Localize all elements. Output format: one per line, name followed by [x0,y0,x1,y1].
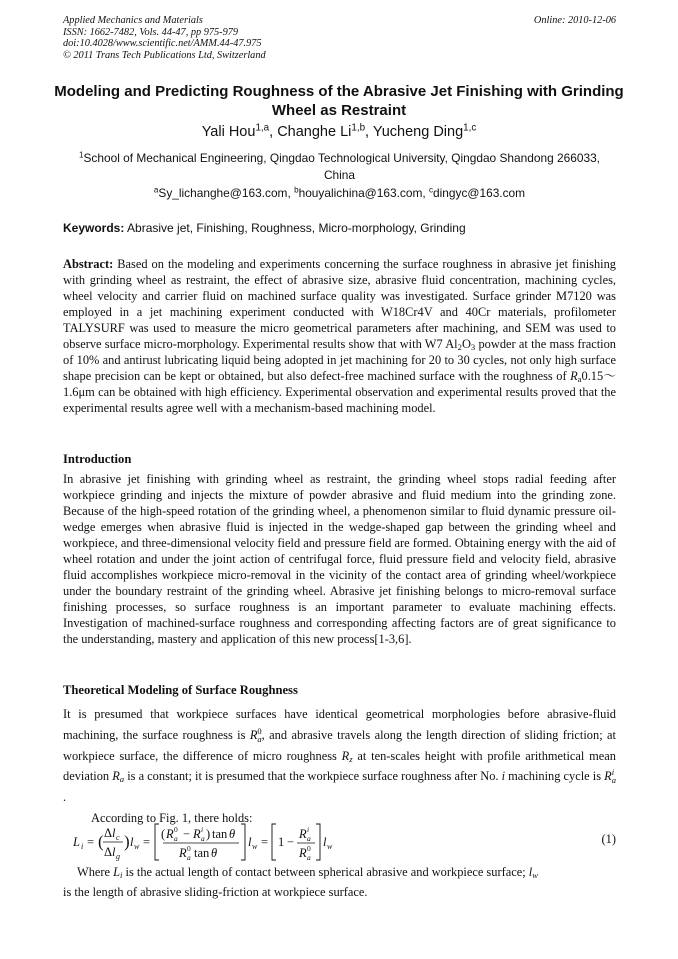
roughness-range: 0.15～1.6μm [63,369,616,400]
symbol: R [604,769,612,784]
eq-number-one: 1 [278,835,285,849]
eq-symbol: l [248,835,252,849]
affiliation-text: School of Mechanical Engineering, Qingdao Technological University, Qingdao Shandong 266033, China [83,151,600,182]
eq-superscript: 0 [187,844,191,853]
symbol: i [501,769,506,784]
email-list: $^a$Sy_lichanghe@163.com, $^b$houyalichina@163.com, $^c$dingyc@163.com [153,185,526,200]
eq-paren: ( [98,832,104,851]
online-date: Online: 2010-12-06 [533,15,616,26]
body-text: at ten-scales height with profile arithmetical mean deviation [63,748,616,784]
eq-operator: = [261,835,269,849]
email-address[interactable]: houyalichina@163.com [298,186,423,200]
email-address[interactable]: Sy_lichanghe@163.com [158,186,288,200]
body-text: Where [77,865,114,879]
eq-symbol: θ [211,846,218,860]
eq-bracket [316,824,320,860]
body-text: machining cycle is [505,769,605,784]
email-mark: a [153,185,159,195]
keywords [63,221,616,235]
eq-function: tan [194,846,210,860]
body-text: . [63,790,67,805]
keywords-text: Abrasive jet, Finishing, Roughness, Micro-morphology, Grinding [127,221,466,235]
where-paragraph: Where $L_i$ is the actual length of contact between spherical abrasive and workpiece surface; $l_w$ is the length of abrasive sliding-friction at workpiece surface. [63,865,538,899]
eq-superscript: i [201,825,204,834]
figure-reference: According to Fig. 1, there holds: [91,810,253,825]
eq-subscript: w [252,842,258,851]
author-name: Yucheng Ding [372,124,464,140]
section-heading-theory: Theoretical Modeling of Surface Roughness [63,683,298,697]
eq-symbol: Δ [104,845,113,859]
eq-symbol: θ [229,827,236,841]
eq-symbol: R [299,827,307,841]
eq-superscript: 0 [174,825,178,834]
equation-number: (1) [601,832,616,846]
affiliation-mark: 1 [79,150,84,160]
eq-operator: = [87,835,95,849]
section-heading-introduction: Introduction [63,452,132,466]
eq-bracket [241,824,245,860]
eq-operator: − [183,827,191,841]
eq-subscript: i [81,842,84,851]
author-name: Changhe Li [277,124,352,140]
author-affil-mark: 1,a [255,122,270,134]
eq-superscript: 0 [307,844,311,853]
keywords-label: Keywords: [63,221,125,235]
author-affil-mark: 1,c [463,122,477,134]
body-text: , and abrasive travels along the length direction of sliding friction; at workpiece surface, the difference of micro roughness [63,727,616,763]
eq-paren: ) [124,832,130,851]
eq-subscript: a [307,853,311,862]
eq-symbol: l [323,835,327,849]
eq-symbol: Δ [104,826,113,840]
eq-symbol: l [112,826,116,840]
symbol: R [249,727,258,742]
eq-symbol: l [130,835,134,849]
equation-1 [63,820,616,864]
eq-superscript: i [307,825,310,834]
author-name: Yali Hou [201,124,256,140]
issn-line: ISSN: 1662-7482, Vols. 44-47, pp 975-979 [63,26,239,38]
journal-header [63,15,616,61]
sup-sub-stack: 0 a [257,725,262,744]
eq-subscript: c [116,833,120,842]
copyright-line: © 2011 Trans Tech Publications Ltd, Switzerland [63,49,266,61]
abstract-label: Abstract: [63,257,114,271]
eq-operator: = [143,835,151,849]
eq-subscript: a [187,853,191,862]
abstract-text: powder at the mass fraction of 10% and antirust lubricating liquid being adopted in jet machining for 20 to 30 cycles, not only high surface shape precision can be kept or obtained, but also defect-free machined surface with the roughness of [63,337,616,384]
equation-graphic [73,820,433,864]
author-affil-mark: 1,b [351,122,366,134]
eq-subscript: g [116,852,120,861]
email-mark: c [428,185,434,195]
paper-title: Modeling and Predicting Roughness of the Abrasive Jet Finishing with Grinding Wheel as Restraint [54,83,624,119]
symbol: R [341,748,350,763]
abstract-text: O [461,337,471,352]
affiliation [63,150,616,184]
symbol: L [113,865,121,879]
symbol: R [570,369,578,384]
abstract-text: can be obtained with high efficiency. Experimental observation and experimental results proved that the experimental results agree well with a mechanism-based machining model. [63,385,616,416]
symbol: l [528,865,533,879]
eq-symbol: R [166,827,174,841]
introduction-text: In abrasive jet finishing with grinding wheel as restraint, the grinding wheel stops radial feeding after workpiece grinding and injects the mixture of powder abrasive and fluid medium into the grinding zone. Because of the high-speed rotation of the grinding wheel, a phenomenon similar to fluid dynamic pressure oil-wedge emerges when abrasive fluid is injected in the wedge-shaped gap between the grinding wheel and workpiece, and three-dimensional velocity field and pressure field are formed. Obtaining energy with the aid of wheel rotation and under the joint action of centrifugal force, fluid pressure field and velocity field, abrasive fluid accomplishes workpiece micro-removal in the vicinity of the contact area of grinding wheel/workpiece under the boundary restraint of the grinding wheel. Abrasive jet finishing belongs to micro-removal surface finishing processes, so surface roughness is an important parameter to evaluate machining effects. Investigation of machined-surface roughness and corresponding affecting factors are of great significance to the understanding, mastery and application of this new process[1-3,6]. [63,472,616,647]
eq-paren: ) [206,827,211,841]
eq-subscript: a [201,834,205,843]
email-address[interactable]: dingyc@163.com [433,186,526,200]
body-text: is the length of abrasive sliding-friction at workpiece surface. [63,884,368,899]
email-mark: b [294,185,299,195]
subscript: 3 [470,342,476,353]
theory-paragraph: It is presumed that workpiece surfaces have identical geometrical morphologies before abrasive-fluid machining, the surface roughness is R 0 a , and abrasive travels along the length direction of sliding friction; at workpiece surface, the difference of micro roughness $R_z$ at ten-scales height with profile arithmetical mean deviation $R_a$ is a constant; it is presumed that the workpiece surface roughness after No. i machining cycle is R i a . According to Fig. 1, there holds: [63,704,616,829]
eq-symbol: L [73,835,80,849]
eq-function: tan [212,827,228,841]
sup-sub-stack: i a [611,767,616,786]
body-text: is a constant; it is presumed that the workpiece surface roughness after No. [124,769,502,784]
eq-subscript: a [307,834,311,843]
eq-operator: − [287,835,295,849]
eq-symbol: R [299,846,307,860]
body-text: is the actual length of contact between spherical abrasive and workpiece surface; [122,865,529,879]
eq-subscript: w [134,842,140,851]
symbol: R [112,769,120,784]
eq-subscript: a [174,834,178,843]
eq-bracket [155,824,159,860]
abstract [63,256,616,416]
eq-subscript: w [327,842,333,851]
doi-line: doi:10.4028/www.scientific.net/AMM.44-47.975 [63,38,262,50]
eq-symbol: R [179,846,187,860]
author-list: Yali Hou$^{1,a}$, Changhe Li$^{1,b}$, Yucheng Ding$^{1,c}$ [201,122,477,140]
eq-symbol: l [112,845,116,859]
abstract-text: Based on the modeling and experiments concerning the surface roughness in abrasive jet finishing with grinding wheel as restraint, the effect of abrasive size, abrasive fluid concentration, machining cycles, wheel velocity and carrier fluid on machined surface quality was investigated. Surface grinder M7120 was employed in a jet machining experiment conducted with W18Cr4V and 40Cr materials, profilometer TALYSURF was used to measure the micro geometrical parameters after machining, and SEM was used to observe surface micro-morphology. Experimental results show that with W7 Al [63,257,616,352]
subscript: a [577,374,582,385]
eq-paren: ( [161,827,166,841]
subscript: 2 [457,342,462,353]
eq-symbol: R [193,827,201,841]
journal-name: Applied Mechanics and Materials [63,15,203,26]
body-text: It is presumed that workpiece surfaces have identical geometrical morphologies before abrasive-fluid machining, the surface roughness is [63,707,616,742]
eq-bracket [272,824,276,860]
